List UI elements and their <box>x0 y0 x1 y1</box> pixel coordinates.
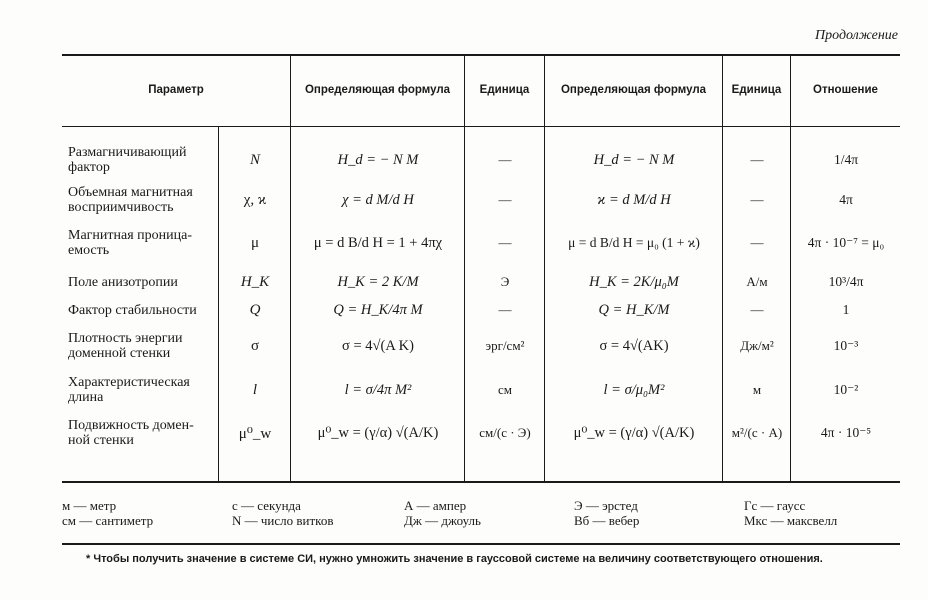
parameter-name: Характеристическая длина <box>68 375 190 405</box>
formula-si: σ = 4√(AK) <box>599 337 669 354</box>
table-row <box>62 326 900 366</box>
parameter-name: Объемная магнитная восприимчивость <box>68 185 193 215</box>
unit-cgs: — <box>498 235 512 250</box>
formula-si: H_K = 2K/μ₀M <box>589 273 679 290</box>
table-row <box>62 180 900 220</box>
unit-cgs: эрг/см² <box>485 338 525 353</box>
unit-si: — <box>750 152 764 167</box>
unit-cgs: см <box>498 382 512 397</box>
formula-cgs: Q = H_K/4π M <box>333 301 423 318</box>
parameter-symbol: χ, ϰ <box>243 191 267 208</box>
legend-item: с — секунда <box>232 498 301 513</box>
ratio: 4π · 10⁻⁵ <box>820 425 872 440</box>
header-ratio-label: Отношение <box>813 84 878 96</box>
header-formula-cgs-label: Определяющая формула <box>304 84 451 96</box>
table-bottom-rule <box>62 481 900 483</box>
ratio: 10³/4π <box>828 274 864 289</box>
footnote: * Чтобы получить значение в системе СИ, нужно умножить значение в гауссовой системе на величину соответствующего отношения. <box>86 553 823 565</box>
header-unit-si-label: Единица <box>731 84 782 96</box>
legend-column <box>574 498 639 528</box>
formula-si: H_d = − N M <box>593 151 675 168</box>
legend-item: Гс — гаусс <box>744 498 806 513</box>
legend-item: Мкс — максвелл <box>744 513 838 528</box>
parameter-name: Магнитная проница- емость <box>68 228 192 258</box>
header-formula-si <box>545 54 722 126</box>
formula-cgs: μ⁰_w = (γ/α) √(A/K) <box>317 424 439 441</box>
legend-column <box>744 498 837 528</box>
parameter-name: Плотность энергии доменной стенки <box>68 331 183 361</box>
formula-cgs: H_K = 2 K/M <box>337 273 419 290</box>
ratio: 4π <box>839 192 853 207</box>
legend-column <box>62 498 153 528</box>
formula-si: μ = d B/d H = μ₀ (1 + ϰ) <box>568 235 700 250</box>
legend-item: N — число витков <box>232 513 334 528</box>
formula-cgs: l = σ/4π M² <box>344 381 412 398</box>
formula-si: Q = H_K/M <box>598 301 670 318</box>
unit-si: — <box>750 235 764 250</box>
table-row <box>62 410 900 456</box>
legend-item: м — метр <box>62 498 117 513</box>
ratio: 4π · 10⁻⁷ = μ₀ <box>807 235 885 250</box>
header-parameter <box>62 54 290 126</box>
parameter-symbol: N <box>249 151 260 168</box>
parameter-name: Поле анизотропии <box>68 274 178 290</box>
unit-cgs: — <box>498 152 512 167</box>
parameter-symbol: μ⁰_w <box>238 425 272 442</box>
header-parameter-label: Параметр <box>148 84 204 96</box>
legend-column <box>232 498 333 528</box>
formula-cgs: H_d = − N M <box>337 151 419 168</box>
parameter-symbol: H_K <box>240 273 270 290</box>
ratio: 1 <box>842 302 850 317</box>
footnote-rule <box>62 543 900 545</box>
header-unit-cgs-label: Единица <box>479 84 530 96</box>
table-row <box>62 370 900 410</box>
table-row <box>62 222 900 264</box>
header-unit-si <box>723 54 790 126</box>
unit-si: Дж/м² <box>740 338 774 353</box>
header-formula-si-label: Определяющая формула <box>560 84 707 96</box>
legend-item: см — сантиметр <box>62 513 154 528</box>
table-row <box>62 296 900 324</box>
header-formula-cgs <box>291 54 464 126</box>
legend-item: А — ампер <box>404 498 467 513</box>
unit-cgs: — <box>498 192 512 207</box>
legend-item: Дж — джоуль <box>404 513 481 528</box>
header-ratio <box>791 54 900 126</box>
parameter-symbol: σ <box>250 337 260 354</box>
table-row <box>62 140 900 180</box>
unit-si: — <box>750 302 764 317</box>
header-unit-cgs <box>465 54 544 126</box>
formula-si: μ⁰_w = (γ/α) √(A/K) <box>573 424 695 441</box>
unit-cgs: — <box>498 302 512 317</box>
parameter-symbol: μ <box>250 234 260 251</box>
legend-item: Вб — вебер <box>574 513 640 528</box>
unit-si: А/м <box>746 274 768 289</box>
formula-si: l = σ/μ₀M² <box>603 381 665 398</box>
formula-cgs: μ = d B/d H = 1 + 4πχ <box>313 234 443 251</box>
unit-cgs: Э <box>500 274 510 289</box>
parameter-name: Подвижность домен- ной стенки <box>68 418 194 448</box>
ratio: 10⁻² <box>833 382 859 397</box>
unit-cgs: см/(с · Э) <box>479 425 531 440</box>
table-row <box>62 268 900 296</box>
parameter-symbol: Q <box>249 301 261 318</box>
unit-si: м <box>752 382 762 397</box>
formula-cgs: χ = d M/d H <box>342 191 414 208</box>
unit-si: — <box>750 192 764 207</box>
ratio: 10⁻³ <box>833 338 859 353</box>
parameter-name: Фактор стабильности <box>68 302 197 318</box>
parameter-symbol: l <box>252 381 258 398</box>
formula-cgs: σ = 4√(A K) <box>342 337 414 354</box>
parameter-name: Размагничивающий фактор <box>68 145 187 175</box>
unit-si: м²/(с · А) <box>731 425 783 440</box>
formula-si: ϰ = d M/d H <box>597 191 671 208</box>
legend-column <box>404 498 481 528</box>
ratio: 1/4π <box>833 152 859 167</box>
legend-item: Э — эрстед <box>574 498 638 513</box>
header-bottom-rule <box>62 126 900 127</box>
continued-label: Продолжение <box>815 28 898 43</box>
